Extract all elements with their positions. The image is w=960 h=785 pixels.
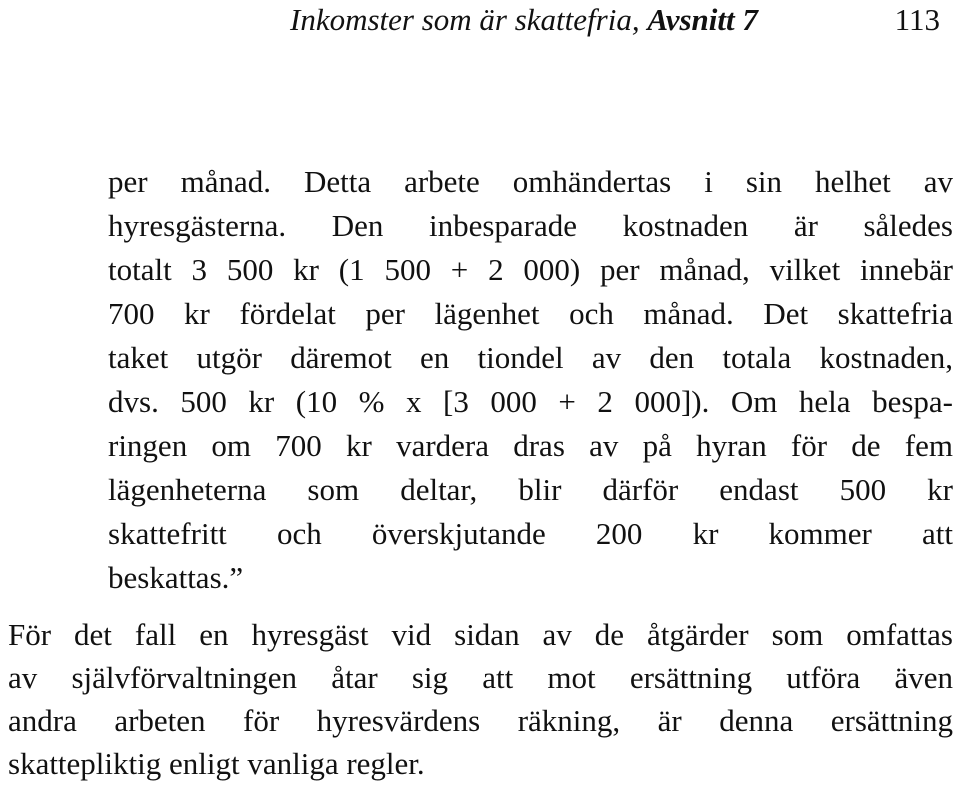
- quote-line: dvs. 500 kr (10 % x [3 000 + 2 000]). Om hela bespa-: [108, 384, 953, 419]
- paragraph-line: För det fall en hyresgäst vid sidan av de åtgärder som omfattas: [8, 617, 953, 652]
- paragraph-line: skattepliktig enligt vanliga regler.: [8, 746, 425, 781]
- quoted-example: [108, 160, 953, 600]
- quote-line: 700 kr fördelat per lägenhet och månad. Det skattefria: [108, 296, 953, 331]
- paragraph-line: andra arbeten för hyresvärdens räkning, är denna ersättning: [8, 703, 953, 738]
- quote-line: totalt 3 500 kr (1 500 + 2 000) per månad, vilket innebär: [108, 252, 953, 287]
- running-header: [290, 0, 950, 40]
- quote-line: taket utgör däremot en tiondel av den totala kostnaden,: [108, 340, 953, 375]
- quote-line: per månad. Detta arbete omhändertas i sin helhet av: [108, 164, 953, 199]
- header-section: Avsnitt 7: [647, 2, 758, 37]
- paragraph-line: av självförvaltningen åtar sig att mot ersättning utföra även: [8, 660, 953, 695]
- quote-line: lägenheterna som deltar, blir därför endast 500 kr: [108, 472, 953, 507]
- quote-line: ringen om 700 kr vardera dras av på hyran för de fem: [108, 428, 953, 463]
- header-title: Inkomster som är skattefria,: [290, 2, 640, 37]
- quote-line: skattefritt och överskjutande 200 kr kommer att: [108, 516, 953, 551]
- page-number: 113: [894, 2, 940, 37]
- body-paragraph: [8, 613, 953, 785]
- quote-line: beskattas.”: [108, 560, 244, 595]
- quote-line: hyresgästerna. Den inbesparade kostnaden är således: [108, 208, 953, 243]
